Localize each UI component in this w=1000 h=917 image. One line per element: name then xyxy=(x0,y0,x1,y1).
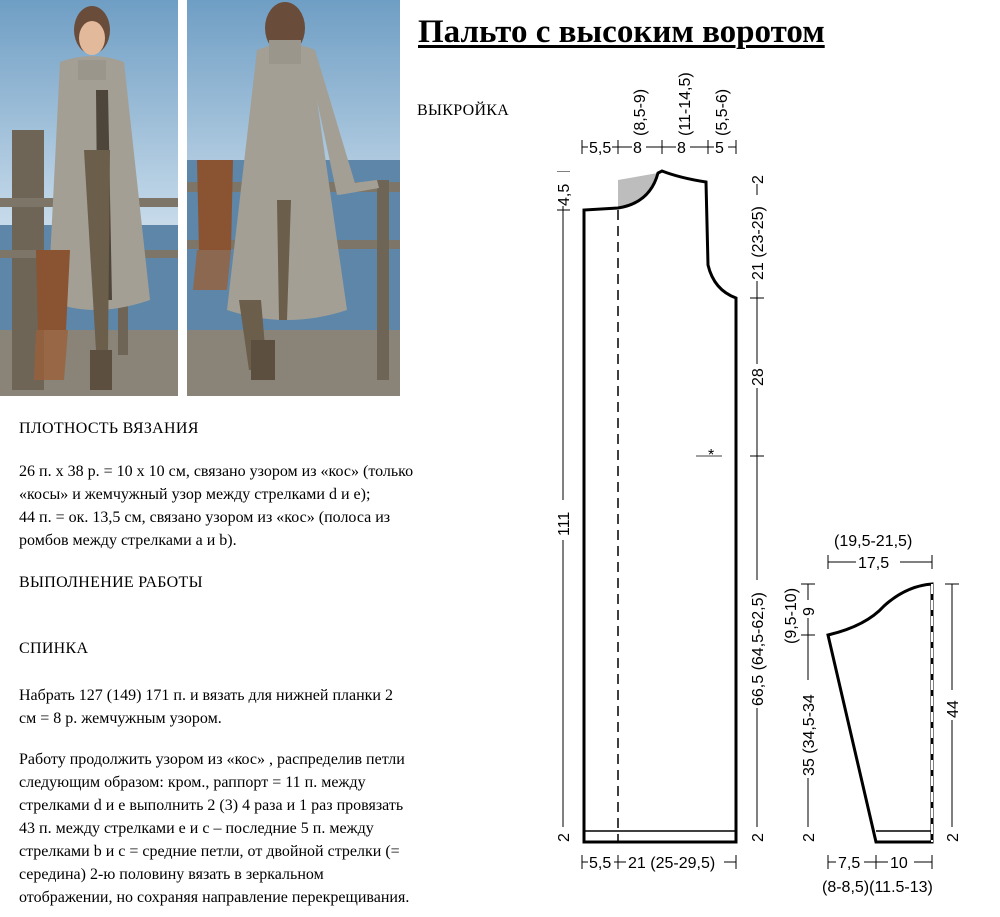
sleeve-lower-height: 35 (34,5-34 xyxy=(801,694,818,776)
sleeve-bottom-paren: (8-8,5)(11.5-13) xyxy=(822,879,933,896)
sleeve-outline xyxy=(828,584,932,842)
sleeve-top-paren: (19,5-21,5) xyxy=(834,533,913,550)
bottom-dim-1: 5,5 xyxy=(589,855,612,872)
right-armhole-dim: 21 (23-25) xyxy=(750,206,767,280)
sleeve-piece xyxy=(783,533,962,896)
left-top-dim: 4,5 xyxy=(556,183,573,206)
top-dim-1: 5,5 xyxy=(589,140,612,157)
back-para-line: середина) 2-ю половину вязать в зеркальном xyxy=(19,866,324,883)
top-dim-2: 8 xyxy=(633,140,642,157)
sleeve-right-bottom: 2 xyxy=(945,833,962,842)
sleeve-cap-height: 9 xyxy=(801,607,818,616)
back-para-line: 43 п. между стрелками е и с – последние 5 п. между xyxy=(19,820,374,837)
schema-label: ВЫКРОЙКА xyxy=(417,102,510,119)
sleeve-right-height: 44 xyxy=(945,700,962,718)
bottom-dim-2: 21 (25-29,5) xyxy=(628,855,716,872)
back-para-line: Работу продолжить узором из «кос» , распределив петли xyxy=(19,751,405,768)
body-outline xyxy=(584,171,736,842)
gauge-heading: ПЛОТНОСТЬ ВЯЗАНИЯ xyxy=(19,420,199,437)
back-para-line: см = 8 р. жемчужным узором. xyxy=(19,710,222,727)
page-title: Пальто с высоким воротом xyxy=(418,14,825,50)
sleeve-bottom-left: 2 xyxy=(801,833,818,842)
work-heading: ВЫПОЛНЕНИЕ РАБОТЫ xyxy=(19,574,203,591)
right-low-dim: 66,5 (64,5-62,5) xyxy=(750,592,767,706)
top-paren-2: (11-14,5) xyxy=(677,72,694,136)
back-para-line: стрелками b и с = средние петли, от двойной стрелки (= xyxy=(19,843,400,860)
right-neck-dim: 2 xyxy=(750,175,767,184)
gauge-line: «косы» и жемчужный узор между стрелками d и е); xyxy=(19,486,371,503)
gauge-line: ромбов между стрелками а и b). xyxy=(19,532,237,549)
body-piece xyxy=(554,72,767,872)
left-bottom-dim: 2 xyxy=(556,833,573,842)
sleeve-bottom-dim-2: 10 xyxy=(890,855,908,872)
right-bottom-dim: 2 xyxy=(750,833,767,842)
back-para-line: следующим образом: кром., раппорт = 11 п. между xyxy=(19,774,366,791)
star-mark: * xyxy=(708,447,715,464)
back-para-line: Набрать 127 (149) 171 п. и вязать для нижней планки 2 xyxy=(19,687,393,704)
left-height-dim: 111 xyxy=(556,511,573,536)
right-mid-dim: 28 xyxy=(750,368,767,386)
gauge-line: 26 п. х 38 р. = 10 х 10 см, связано узором из «кос» (только xyxy=(19,463,414,480)
gauge-line: 44 п. = ок. 13,5 см, связано узором из «кос» (полоса из xyxy=(19,509,391,526)
back-heading: СПИНКА xyxy=(19,640,89,657)
sleeve-bottom-dim-1: 7,5 xyxy=(838,855,861,872)
top-dim-3: 8 xyxy=(677,140,686,157)
back-para-line: отображении, но сохраняя направление перекрещивания. xyxy=(19,889,410,906)
top-paren-1: (8,5-9) xyxy=(632,88,649,136)
top-paren-3: (5,5-6) xyxy=(714,88,731,136)
sleeve-top-width: 17,5 xyxy=(858,555,890,572)
back-para-line: стрелками d и е выполнить 2 (3) 4 раза и 1 раз провязать xyxy=(19,797,404,814)
top-dim-4: 5 xyxy=(715,140,724,157)
sleeve-cap-paren: (9,5-10) xyxy=(783,587,800,644)
